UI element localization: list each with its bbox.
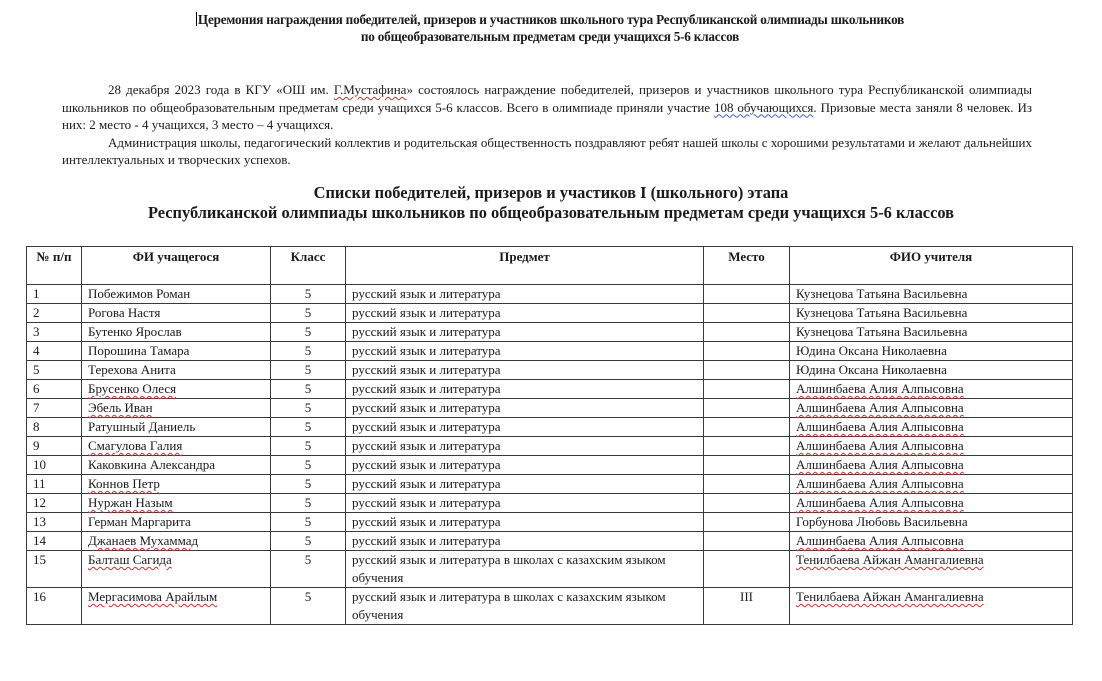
cell-subject: русский язык и литература <box>346 494 704 513</box>
header-place: Место <box>704 247 790 285</box>
cell-student: Балташ Сагида <box>82 551 271 588</box>
cell-teacher: Юдина Оксана Николаевна <box>790 361 1073 380</box>
document-title <box>130 11 970 45</box>
cell-subject: русский язык и литература <box>346 437 704 456</box>
cell-student: Бутенко Ярослав <box>82 323 271 342</box>
text-cursor <box>196 12 197 26</box>
cell-grade: 5 <box>271 494 346 513</box>
list-heading <box>40 183 1062 223</box>
cell-student: Каковкина Александра <box>82 456 271 475</box>
cell-grade: 5 <box>271 588 346 625</box>
cell-student: Нуржан Назым <box>82 494 271 513</box>
table-row <box>27 456 1073 475</box>
cell-place <box>704 513 790 532</box>
cell-teacher: Алшинбаева Алия Алпысовна <box>790 399 1073 418</box>
cell-num: 11 <box>27 475 82 494</box>
cell-teacher: Тенилбаева Айжан Амангалиевна <box>790 551 1073 588</box>
cell-teacher: Кузнецова Татьяна Васильевна <box>790 323 1073 342</box>
cell-subject: русский язык и литература <box>346 380 704 399</box>
cell-teacher: Алшинбаева Алия Алпысовна <box>790 437 1073 456</box>
cell-grade: 5 <box>271 342 346 361</box>
cell-place <box>704 551 790 588</box>
header-grade: Класс <box>271 247 346 285</box>
cell-subject: русский язык и литература <box>346 285 704 304</box>
participant-count: 108 обучающихся <box>714 99 814 115</box>
cell-student: Порошина Тамара <box>82 342 271 361</box>
cell-teacher: Горбунова Любовь Васильевна <box>790 513 1073 532</box>
cell-teacher: Юдина Оксана Николаевна <box>790 342 1073 361</box>
table-row <box>27 361 1073 380</box>
cell-place: III <box>704 588 790 625</box>
table-row <box>27 513 1073 532</box>
cell-grade: 5 <box>271 437 346 456</box>
table-row <box>27 323 1073 342</box>
table-row <box>27 475 1073 494</box>
cell-num: 15 <box>27 551 82 588</box>
cell-student: Эбель Иван <box>82 399 271 418</box>
cell-grade: 5 <box>271 323 346 342</box>
cell-num: 7 <box>27 399 82 418</box>
cell-teacher: Алшинбаева Алия Алпысовна <box>790 456 1073 475</box>
cell-student: Смагулова Галия <box>82 437 271 456</box>
cell-student: Терехова Анита <box>82 361 271 380</box>
cell-num: 13 <box>27 513 82 532</box>
header-student: ФИ учащегося <box>82 247 271 285</box>
cell-place <box>704 304 790 323</box>
intro-paragraph-1: 28 декабря 2023 года в КГУ «ОШ им. Г.Мустафина» состоялось награждение победителей, призеров и участников школьного тура Республиканской олимпиады школьников по общеобразовательным предметам среди учащихся 5-6 классов. Всего в олимпиаде приняли участие 108 обучающихся. Призовые места заняли 8 человек. Из них: 2 место - 4 учащихся, 3 место – 4 учащихся. <box>62 82 1033 133</box>
header-num: № п/п <box>27 247 82 285</box>
cell-subject: русский язык и литература <box>346 456 704 475</box>
cell-student: Побежимов Роман <box>82 285 271 304</box>
cell-student: Коннов Петр <box>82 475 271 494</box>
cell-grade: 5 <box>271 456 346 475</box>
cell-grade: 5 <box>271 532 346 551</box>
cell-place <box>704 418 790 437</box>
cell-num: 14 <box>27 532 82 551</box>
cell-grade: 5 <box>271 380 346 399</box>
cell-subject: русский язык и литература <box>346 342 704 361</box>
cell-place <box>704 437 790 456</box>
cell-student: Джанаев Мухаммад <box>82 532 271 551</box>
cell-grade: 5 <box>271 361 346 380</box>
table-row <box>27 588 1073 625</box>
list-heading-line-1: Списки победителей, призеров и участиков I (школьного) этапа <box>313 183 789 202</box>
table-row <box>27 399 1073 418</box>
cell-grade: 5 <box>271 304 346 323</box>
cell-num: 9 <box>27 437 82 456</box>
cell-subject: русский язык и литература <box>346 418 704 437</box>
cell-num: 5 <box>27 361 82 380</box>
table-row <box>27 418 1073 437</box>
header-subject: Предмет <box>346 247 704 285</box>
cell-teacher: Алшинбаева Алия Алпысовна <box>790 380 1073 399</box>
cell-place <box>704 475 790 494</box>
cell-place <box>704 342 790 361</box>
cell-grade: 5 <box>271 285 346 304</box>
cell-teacher: Алшинбаева Алия Алпысовна <box>790 532 1073 551</box>
cell-num: 8 <box>27 418 82 437</box>
cell-student: Герман Маргарита <box>82 513 271 532</box>
title-line-2: по общеобразовательным предметам среди учащихся 5-6 классов <box>360 29 740 44</box>
title-line-1: Церемония награждения победителей, призеров и участников школьного тура Республиканской олимпиады школьников <box>197 12 905 27</box>
table-row <box>27 304 1073 323</box>
cell-num: 4 <box>27 342 82 361</box>
cell-place <box>704 361 790 380</box>
table-row <box>27 494 1073 513</box>
cell-subject: русский язык и литература <box>346 361 704 380</box>
table-row <box>27 437 1073 456</box>
cell-subject: русский язык и литература <box>346 513 704 532</box>
results-table <box>26 246 1073 625</box>
cell-student: Мергасимова Арайлым <box>82 588 271 625</box>
cell-num: 12 <box>27 494 82 513</box>
table-row <box>27 380 1073 399</box>
cell-place <box>704 380 790 399</box>
cell-grade: 5 <box>271 551 346 588</box>
cell-teacher: Тенилбаева Айжан Амангалиевна <box>790 588 1073 625</box>
cell-num: 1 <box>27 285 82 304</box>
cell-place <box>704 532 790 551</box>
cell-num: 6 <box>27 380 82 399</box>
cell-place <box>704 399 790 418</box>
cell-teacher: Алшинбаева Алия Алпысовна <box>790 418 1073 437</box>
cell-num: 16 <box>27 588 82 625</box>
cell-grade: 5 <box>271 475 346 494</box>
cell-student: Ратушный Даниель <box>82 418 271 437</box>
cell-num: 3 <box>27 323 82 342</box>
cell-grade: 5 <box>271 418 346 437</box>
table-row <box>27 551 1073 588</box>
cell-subject: русский язык и литература <box>346 323 704 342</box>
cell-grade: 5 <box>271 513 346 532</box>
cell-place <box>704 323 790 342</box>
cell-student: Рогова Настя <box>82 304 271 323</box>
cell-grade: 5 <box>271 399 346 418</box>
cell-num: 10 <box>27 456 82 475</box>
cell-teacher: Кузнецова Татьяна Васильевна <box>790 285 1073 304</box>
table-row <box>27 532 1073 551</box>
cell-subject: русский язык и литература <box>346 304 704 323</box>
cell-teacher: Кузнецова Татьяна Васильевна <box>790 304 1073 323</box>
table-header-row <box>27 247 1073 285</box>
cell-subject: русский язык и литература <box>346 532 704 551</box>
cell-student: Брусенко Олеся <box>82 380 271 399</box>
table-row <box>27 342 1073 361</box>
cell-subject: русский язык и литература <box>346 399 704 418</box>
cell-place <box>704 456 790 475</box>
cell-place <box>704 285 790 304</box>
intro-text <box>62 81 1032 169</box>
cell-subject: русский язык и литература <box>346 475 704 494</box>
cell-num: 2 <box>27 304 82 323</box>
header-teacher: ФИО учителя <box>790 247 1073 285</box>
list-heading-line-2: Республиканской олимпиады школьников по общеобразовательным предметам среди учащихся 5-6 классов <box>147 203 954 222</box>
cell-teacher: Алшинбаева Алия Алпысовна <box>790 494 1073 513</box>
cell-place <box>704 494 790 513</box>
intro-paragraph-2: Администрация школы, педагогический коллектив и родительская общественность поздравляют ребят нашей школы с хорошими результатами и желают дальнейших интеллектуальных и творческих успехов. <box>62 134 1032 168</box>
school-name: Г.Мустафина <box>333 82 407 97</box>
cell-teacher: Алшинбаева Алия Алпысовна <box>790 475 1073 494</box>
cell-subject: русский язык и литература в школах с казахским языком обучения <box>346 588 704 625</box>
table-row <box>27 285 1073 304</box>
cell-subject: русский язык и литература в школах с казахским языком обучения <box>346 551 704 588</box>
